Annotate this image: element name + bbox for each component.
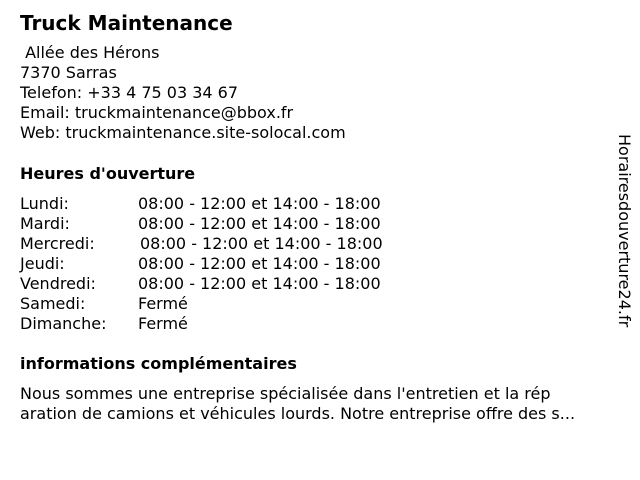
hours-value: 08:00 - 12:00 et 14:00 - 18:00: [138, 214, 381, 233]
business-name: Truck Maintenance: [20, 11, 233, 35]
hours-row-thursday: [20, 254, 440, 274]
hours-row-wednesday: [20, 234, 440, 254]
website-text: Web: truckmaintenance.site-solocal.com: [20, 123, 346, 142]
description-line: aration de camions et véhicules lourds. Notre entreprise offre des s...: [20, 404, 576, 423]
hours-row-tuesday: [20, 214, 440, 234]
day-label: Dimanche:: [20, 314, 107, 333]
hours-row-monday: [20, 194, 440, 214]
hours-row-saturday: [20, 294, 440, 314]
hours-value: 08:00 - 12:00 et 14:00 - 18:00: [140, 234, 383, 253]
hours-row-friday: [20, 274, 440, 294]
additional-info-heading: informations complémentaires: [20, 354, 297, 373]
hours-value: Fermé: [138, 294, 188, 313]
email-text: Email: truckmaintenance@bbox.fr: [20, 103, 294, 122]
day-label: Mardi:: [20, 214, 70, 233]
hours-value: Fermé: [138, 314, 188, 333]
business-description: [20, 384, 624, 424]
hours-row-sunday: [20, 314, 440, 334]
site-watermark: Horairesdouverture24.fr: [615, 134, 634, 328]
opening-hours-heading: Heures d'ouverture: [20, 164, 196, 183]
description-line: Nous sommes une entreprise spécialisée dans l'entretien et la rép: [20, 384, 551, 403]
day-label: Samedi:: [20, 294, 86, 313]
day-label: Mercredi:: [20, 234, 95, 253]
day-label: Jeudi:: [20, 254, 65, 273]
address-street: Allée des Hérons: [20, 43, 160, 62]
hours-value: 08:00 - 12:00 et 14:00 - 18:00: [138, 254, 381, 273]
address-city: 7370 Sarras: [20, 63, 117, 82]
day-label: Lundi:: [20, 194, 69, 213]
contact-block: [20, 43, 346, 143]
day-label: Vendredi:: [20, 274, 96, 293]
hours-value: 08:00 - 12:00 et 14:00 - 18:00: [138, 274, 381, 293]
hours-value: 08:00 - 12:00 et 14:00 - 18:00: [138, 194, 381, 213]
opening-hours-table: [20, 194, 440, 334]
phone-text: Telefon: +33 4 75 03 34 67: [20, 83, 239, 102]
